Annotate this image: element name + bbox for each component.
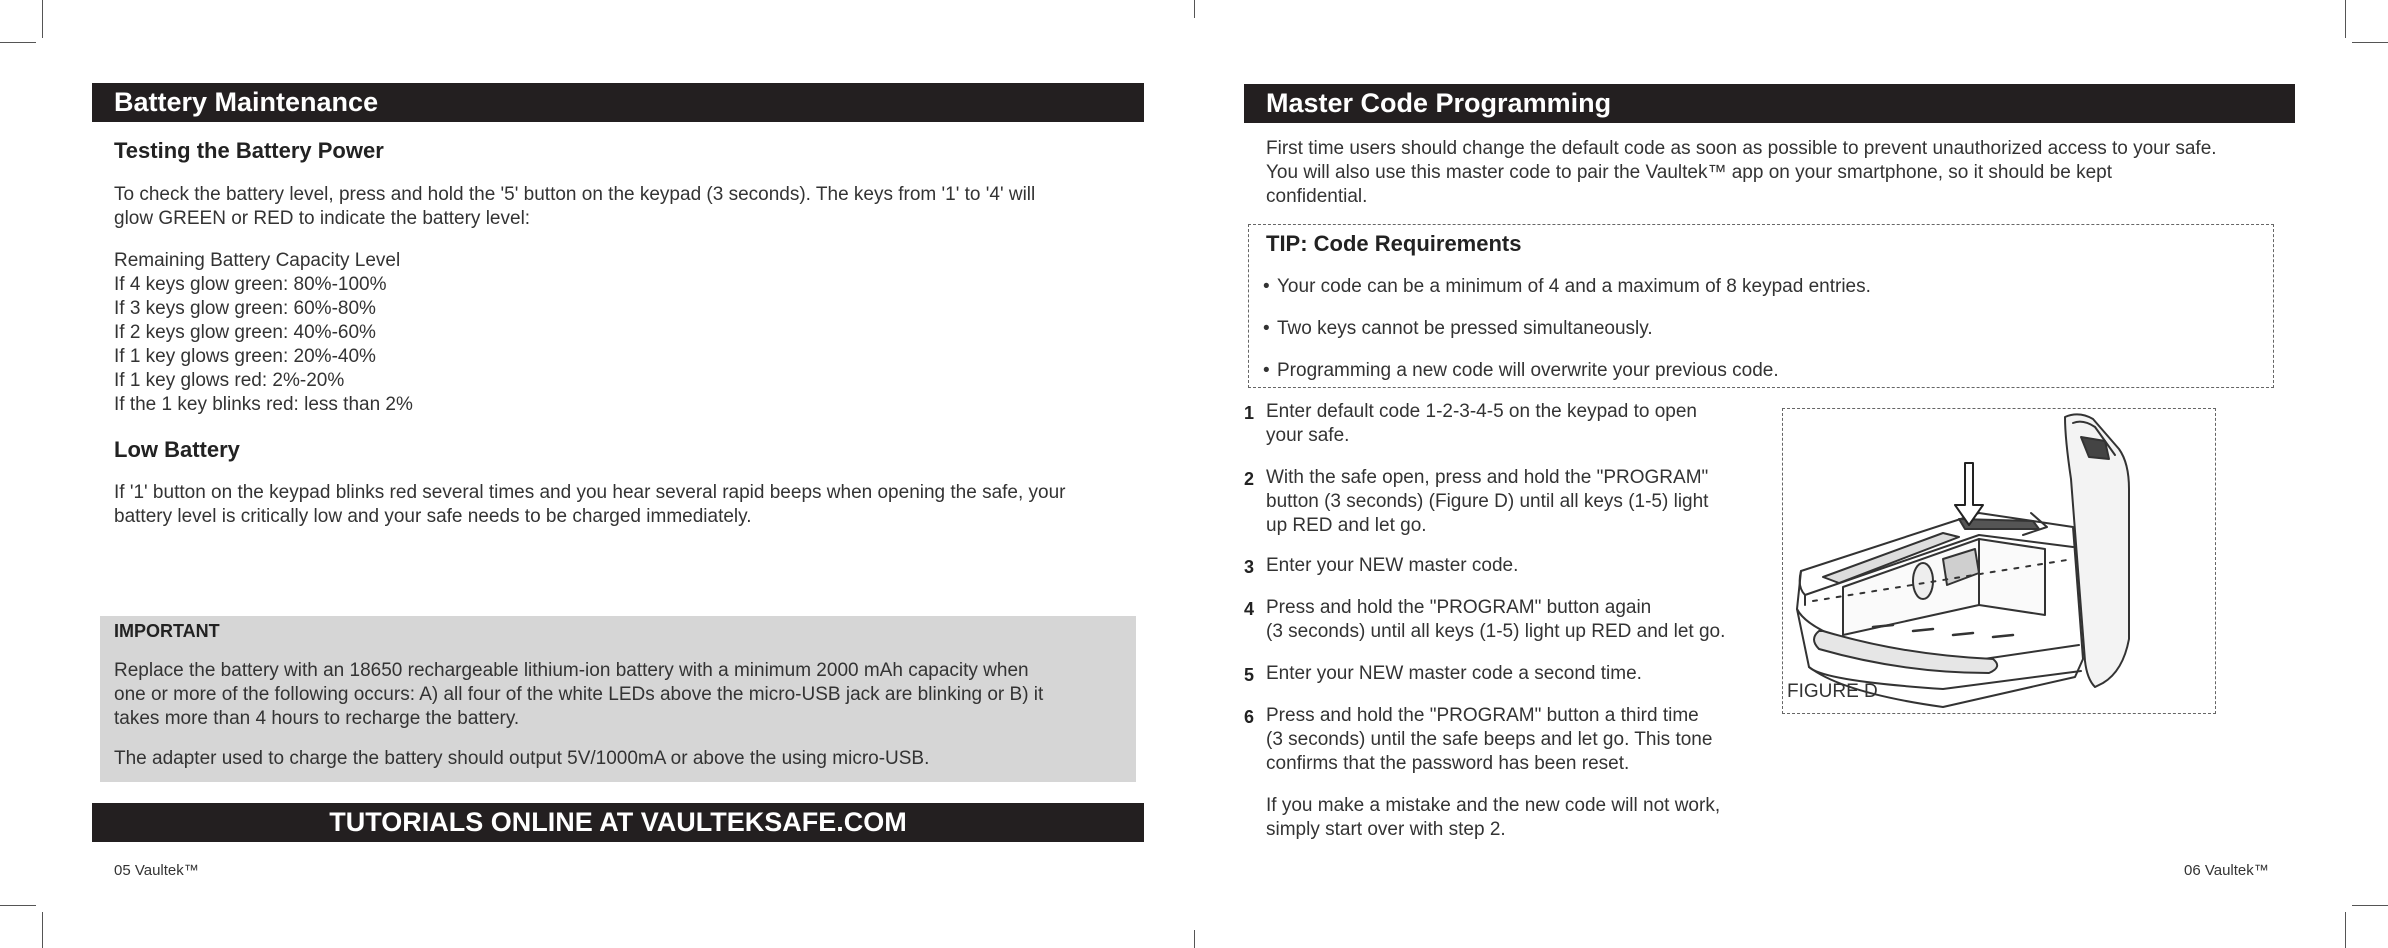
tutorials-link[interactable]: TUTORIALS ONLINE AT VAULTEKSAFE.COM <box>329 807 907 837</box>
text-line: one or more of the following occurs: A) all four of the white LEDs above the micro-USB jack are blinking or B) it <box>114 684 1044 705</box>
text-line: Press and hold the "PROGRAM" button a third time <box>1266 705 1699 726</box>
text-line: battery level is critically low and your safe needs to be charged immediately. <box>114 506 752 527</box>
step-number: 3 <box>1244 557 1255 577</box>
text-line: If you make a mistake and the new code will not work, <box>1266 795 1721 816</box>
low-battery-heading: Low Battery <box>114 437 240 462</box>
step-number: 5 <box>1244 665 1255 685</box>
bullet-dot: • <box>1263 276 1270 297</box>
step-number: 6 <box>1244 707 1255 727</box>
crop-mark <box>0 42 36 43</box>
step-number: 2 <box>1244 469 1255 489</box>
tip-title: TIP: Code Requirements <box>1266 231 1522 256</box>
level-item: If the 1 key blinks red: less than 2% <box>114 394 413 415</box>
battery-levels-list <box>114 249 714 417</box>
safe-illustration <box>1783 409 2216 714</box>
level-item: If 1 key glows green: 20%-40% <box>114 346 376 367</box>
step-text <box>1266 400 1766 448</box>
battery-maintenance-header <box>92 83 1144 122</box>
text-line: (3 seconds) until the safe beeps and let go. This tone <box>1266 729 1713 750</box>
closing-note <box>1266 794 1786 842</box>
text-line: takes more than 4 hours to recharge the battery. <box>114 708 520 729</box>
section-title: Master Code Programming <box>1266 88 1612 118</box>
level-item: If 1 key glows red: 2%-20% <box>114 370 345 391</box>
section-title: Battery Maintenance <box>114 87 379 117</box>
crop-mark <box>2352 42 2388 43</box>
crop-mark <box>1194 0 1195 18</box>
level-item: If 3 keys glow green: 60%-80% <box>114 298 376 319</box>
step-text <box>1266 554 1766 578</box>
text-line: To check the battery level, press and hold the '5' button on the keypad (3 seconds). The keys from '1' to '4' will <box>114 184 1036 205</box>
bullet-text: Two keys cannot be pressed simultaneously. <box>1277 318 1653 339</box>
text-line: simply start over with step 2. <box>1266 819 1506 840</box>
step-text <box>1266 704 1766 776</box>
text-line: (3 seconds) until all keys (1-5) light up RED and let go. <box>1266 621 1726 642</box>
text-line: Enter your NEW master code. <box>1266 555 1519 576</box>
low-battery-text <box>114 481 1134 529</box>
text-line: First time users should change the default code as soon as possible to prevent unauthorized access to your safe. <box>1266 138 2217 159</box>
step-text <box>1266 596 1766 644</box>
text-line: confidential. <box>1266 186 1368 207</box>
crop-mark <box>42 0 43 38</box>
page-number-left: 05 Vaultek™ <box>114 862 199 879</box>
tutorials-banner[interactable] <box>92 803 1144 842</box>
figure-d <box>1782 408 2216 714</box>
figure-caption: FIGURE D <box>1787 681 1878 702</box>
important-para-1 <box>114 659 1124 731</box>
crop-mark <box>0 905 36 906</box>
important-para-2: The adapter used to charge the battery should output 5V/1000mA or above the using micro-USB. <box>114 748 930 769</box>
step-text <box>1266 662 1766 686</box>
text-line: confirms that the password has been reset. <box>1266 753 1630 774</box>
text-line: With the safe open, press and hold the "PROGRAM" <box>1266 467 1709 488</box>
important-notice <box>100 616 1136 782</box>
text-line: Replace the battery with an 18650 rechargeable lithium-ion battery with a minimum 2000 mAh capacity when <box>114 660 1029 681</box>
bullet-dot: • <box>1263 360 1270 381</box>
text-line: your safe. <box>1266 425 1350 446</box>
testing-intro <box>114 183 1134 231</box>
text-line: glow GREEN or RED to indicate the battery level: <box>114 208 531 229</box>
bullet-dot: • <box>1263 318 1270 339</box>
crop-mark <box>2352 905 2388 906</box>
text-line: Press and hold the "PROGRAM" button again <box>1266 597 1652 618</box>
master-code-intro <box>1266 137 2276 209</box>
level-item: If 2 keys glow green: 40%-60% <box>114 322 376 343</box>
level-item: If 4 keys glow green: 80%-100% <box>114 274 387 295</box>
bullet-text: Programming a new code will overwrite your previous code. <box>1277 360 1779 381</box>
text-line: Enter default code 1-2-3-4-5 on the keypad to open <box>1266 401 1697 422</box>
crop-mark <box>42 912 43 948</box>
bullet-text: Your code can be a minimum of 4 and a maximum of 8 keypad entries. <box>1277 276 1871 297</box>
crop-mark <box>1194 930 1195 948</box>
text-line: button (3 seconds) (Figure D) until all keys (1-5) light <box>1266 491 1709 512</box>
crop-mark <box>2345 0 2346 38</box>
crop-mark <box>2345 912 2346 948</box>
text-line: up RED and let go. <box>1266 515 1427 536</box>
levels-title: Remaining Battery Capacity Level <box>114 250 401 271</box>
testing-battery-heading: Testing the Battery Power <box>114 138 384 163</box>
tip-code-requirements <box>1248 224 2274 388</box>
text-line: Enter your NEW master code a second time. <box>1266 663 1642 684</box>
step-text <box>1266 466 1766 538</box>
text-line: You will also use this master code to pair the Vaultek™ app on your smartphone, so it should be kept <box>1266 162 2112 183</box>
text-line: If '1' button on the keypad blinks red several times and you hear several rapid beeps when opening the safe, your <box>114 482 1066 503</box>
important-title: IMPORTANT <box>114 621 220 641</box>
master-code-header <box>1244 84 2295 123</box>
step-number: 1 <box>1244 403 1255 423</box>
step-number: 4 <box>1244 599 1255 619</box>
page-number-right: 06 Vaultek™ <box>2184 862 2269 879</box>
